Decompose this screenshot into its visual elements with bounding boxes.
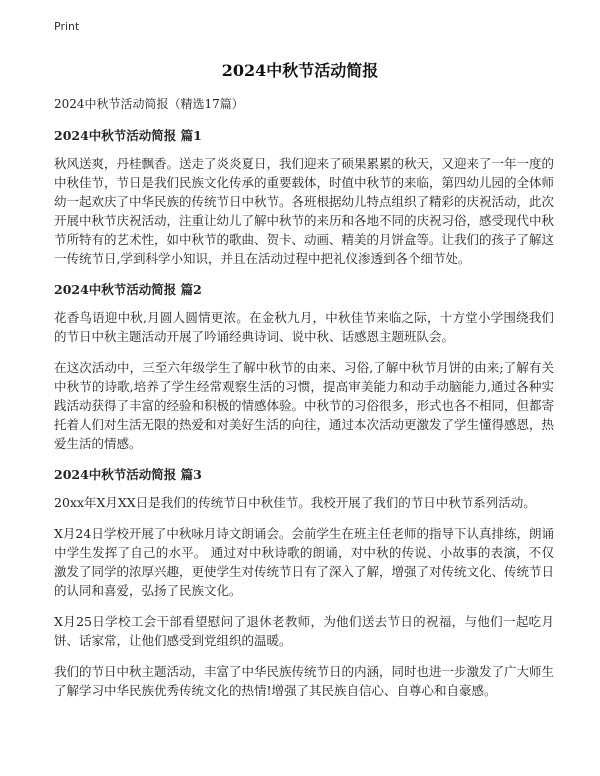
- paragraph: X月25日学校工会干部看望慰问了退休老教师，为他们送去节日的祝福，与他们一起吃月饼、话家常，让他们感受到党组织的温暖。: [54, 614, 554, 648]
- paragraph: 我们的节日中秋主题活动，丰富了中华民族传统节日的内涵，同时也进一步激发了广大师生了解学习中华民族优秀传统文化的热情!增强了其民族自信心、自尊心和自豪感。: [54, 664, 555, 698]
- section-heading: 2024中秋节活动简报 篇1: [54, 128, 202, 143]
- section-2: [54, 282, 554, 453]
- section-3: [54, 467, 554, 700]
- paragraph: 花香鸟语迎中秋,月圆人圆情更浓。在金秋九月，中秋佳节来临之际，十方堂小学围绕我们的节日中秋主题活动开展了吟诵经典诗词、说中秋、话感恩主题班队会。: [54, 310, 554, 344]
- paragraph: X月24日学校开展了中秋咏月诗文朗诵会。会前学生在班主任老师的指导下认真排练，朗诵中学生发挥了自己的水平。 通过对中秋诗歌的朗诵，对中秋的传说、小故事的表演，不仅激发了同学的浓厚兴趣，更使学生对传统节日有了深入了解，增强了对传统文化、传统节日的认同和喜爱，弘扬了民族文化。: [54, 526, 555, 598]
- paragraph: 20xx年X月XX日是我们的传统节日中秋佳节。我校开展了我们的节日中秋节系列活动。: [54, 495, 536, 510]
- paragraph: 秋风送爽，丹桂飘香。送走了炎炎夏日，我们迎来了硕果累累的秋天，又迎来了一年一度的中秋佳节，节日是我们民族文化传承的重要载体，时值中秋节的来临，第四幼儿园的全体师幼一起欢庆了中华民族的传统节日中秋节。各班根据幼儿特点组织了精彩的庆祝活动，此次开展中秋节庆祝活动，注重让幼儿了解中秋节的来历和各地不同的庆祝习俗，感受现代中秋节所特有的艺术性，如中秋节的歌曲、贺卡、动画、精美的月饼盒等。让我们的孩子了解这一传统节日,学到科学小知识，并且在活动过程中把礼仪渗透到各个细节处。: [54, 156, 555, 266]
- section-heading: 2024中秋节活动简报 篇2: [54, 282, 202, 297]
- print-link[interactable]: Print: [54, 20, 80, 33]
- section-1: [54, 128, 554, 268]
- article-subtitle: 2024中秋节活动简报（精选17篇）: [54, 97, 244, 111]
- section-heading: 2024中秋节活动简报 篇3: [54, 467, 202, 482]
- article-body: [54, 96, 554, 712]
- page-title: 2024中秋节活动简报: [221, 61, 379, 80]
- paragraph: 在这次活动中，三至六年级学生了解中秋节的由来、习俗,了解中秋节月饼的由来;了解有关中秋节的诗歌,培养了学生经常观察生活的习惯，提高审美能力和动手动脑能力,通过各种实践活动获得了丰富的经验和积极的情感体验。中秋节的习俗很多，形式也各不相同，但都寄托着人们对生活无限的热爱和对美好生活的向往，通过本次活动更激发了学生懂得感恩，热爱生活的情感。: [54, 360, 555, 451]
